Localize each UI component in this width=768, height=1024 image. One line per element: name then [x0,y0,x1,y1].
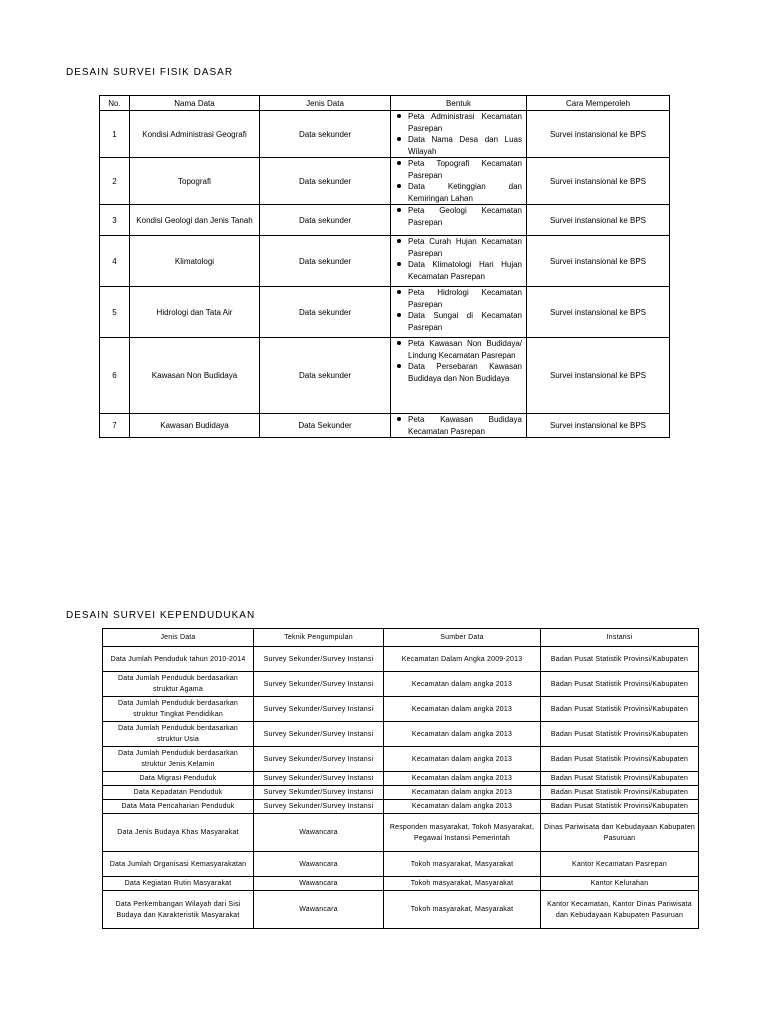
cell-cara-memperoleh: Survei instansional ke BPS [527,158,670,205]
bentuk-list-item: Peta Hidrologi Kecamatan Pasrepan [394,287,522,310]
section-title-fisik-dasar: DESAIN SURVEI FISIK DASAR [66,67,234,78]
column-header: Jenis Data [260,96,391,111]
cell-jenis-data: Data sekunder [260,338,391,414]
cell-jenis-data: Data sekunder [260,236,391,287]
column-header: No. [100,96,130,111]
table-row [103,722,699,747]
bentuk-list-item: Peta Geologi Kecamatan Pasrepan [394,205,522,228]
cell-no: 6 [100,338,130,414]
column-header: Teknik Pengumpulan [254,629,384,647]
cell-jenis-data: Data Jumlah Penduduk berdasarkan struktur Tingkat Pendidikan [103,697,254,722]
table-row [103,647,699,672]
bentuk-list [394,205,522,228]
survei-kependudukan-table [102,628,699,929]
cell-jenis-data: Data Migrasi Penduduk [103,772,254,786]
cell-sumber-data: Tokoh masyarakat, Masyarakat [384,852,541,877]
cell-teknik-pengumpulan: Survey Sekunder/Survey Instansi [254,647,384,672]
table-row [100,158,670,205]
table-row [100,205,670,236]
cell-nama-data: Kondisi Geologi dan Jenis Tanah [130,205,260,236]
column-header: Bentuk [391,96,527,111]
cell-sumber-data: Kecamatan dalam angka 2013 [384,772,541,786]
column-header: Cara Memperoleh [527,96,670,111]
cell-jenis-data: Data Jumlah Penduduk berdasarkan struktur Agama [103,672,254,697]
bentuk-list-item: Data Sungai di Kecamatan Pasrepan [394,310,522,333]
cell-sumber-data: Kecamatan dalam angka 2013 [384,722,541,747]
table-row [103,747,699,772]
cell-no: 5 [100,287,130,338]
cell-jenis-data: Data sekunder [260,111,391,158]
cell-jenis-data: Data Jumlah Penduduk tahun 2010-2014 [103,647,254,672]
table-row [103,800,699,814]
cell-nama-data: Hidrologi dan Tata Air [130,287,260,338]
cell-teknik-pengumpulan: Survey Sekunder/Survey Instansi [254,800,384,814]
cell-teknik-pengumpulan: Survey Sekunder/Survey Instansi [254,697,384,722]
bentuk-list-item: Peta Kawasan Budidaya Kecamatan Pasrepan [394,414,522,437]
bentuk-list [394,158,522,204]
cell-sumber-data: Kecamatan dalam angka 2013 [384,786,541,800]
cell-bentuk [391,236,527,287]
cell-instansi: Badan Pusat Statistik Provinsi/Kabupaten [541,672,699,697]
table-row [103,672,699,697]
cell-bentuk [391,158,527,205]
cell-instansi: Badan Pusat Statistik Provinsi/Kabupaten [541,722,699,747]
cell-bentuk [391,111,527,158]
cell-teknik-pengumpulan: Survey Sekunder/Survey Instansi [254,786,384,800]
cell-nama-data: Kondisi Administrasi Geografi [130,111,260,158]
cell-teknik-pengumpulan: Wawancara [254,852,384,877]
cell-teknik-pengumpulan: Survey Sekunder/Survey Instansi [254,672,384,697]
cell-sumber-data: Tokoh masyarakat, Masyarakat [384,877,541,891]
cell-nama-data: Kawasan Budidaya [130,414,260,438]
cell-teknik-pengumpulan: Survey Sekunder/Survey Instansi [254,722,384,747]
table-header-row [100,96,670,111]
cell-jenis-data: Data Jumlah Penduduk berdasarkan struktur Usia [103,722,254,747]
cell-jenis-data: Data Perkembangan Wilayah dari Sisi Budaya dan Karakteristik Masyarakat [103,891,254,929]
cell-jenis-data: Data Mata Pencaharian Penduduk [103,800,254,814]
cell-jenis-data: Data sekunder [260,158,391,205]
bentuk-list-item: Data Ketinggian dan Kemiringan Lahan [394,181,522,204]
cell-cara-memperoleh: Survei instansional ke BPS [527,287,670,338]
column-header: Jenis Data [103,629,254,647]
cell-instansi: Kantor Kecamatan Pasrepan [541,852,699,877]
cell-sumber-data: Responden masyarakat, Tokoh Masyarakat, Pegawai Instansi Pemerintah [384,814,541,852]
table-row [103,877,699,891]
cell-cara-memperoleh: Survei instansional ke BPS [527,205,670,236]
cell-teknik-pengumpulan: Wawancara [254,891,384,929]
cell-nama-data: Topografi [130,158,260,205]
cell-jenis-data: Data Jumlah Penduduk berdasarkan struktur Jenis Kelamin [103,747,254,772]
cell-jenis-data: Data sekunder [260,287,391,338]
bentuk-list [394,287,522,333]
cell-sumber-data: Kecamatan Dalam Angka 2009-2013 [384,647,541,672]
cell-sumber-data: Kecamatan dalam angka 2013 [384,697,541,722]
bentuk-list-item: Peta Curah Hujan Kecamatan Pasrepan [394,236,522,259]
cell-cara-memperoleh: Survei instansional ke BPS [527,236,670,287]
cell-no: 3 [100,205,130,236]
section-title-kependudukan: DESAIN SURVEI KEPENDUDUKAN [66,610,256,621]
cell-instansi: Kantor Kecamatan, Kantor Dinas Pariwisata dan Kebudayaan Kabupaten Pasuruan [541,891,699,929]
bentuk-list-item: Data Nama Desa dan Luas Wilayah [394,134,522,157]
cell-instansi: Badan Pusat Statistik Provinsi/Kabupaten [541,772,699,786]
survei-fisik-dasar-table [99,95,670,438]
bentuk-list-item: Peta Kawasan Non Budidaya/ Lindung Kecamatan Pasrepan [394,338,522,361]
cell-instansi: Badan Pusat Statistik Provinsi/Kabupaten [541,747,699,772]
cell-jenis-data: Data Kepadatan Penduduk [103,786,254,800]
table-header-row [103,629,699,647]
cell-sumber-data: Kecamatan dalam angka 2013 [384,800,541,814]
cell-jenis-data: Data Jumlah Organisasi Kemasyarakatan [103,852,254,877]
cell-instansi: Kantor Kelurahan [541,877,699,891]
cell-no: 7 [100,414,130,438]
cell-jenis-data: Data sekunder [260,205,391,236]
cell-bentuk [391,287,527,338]
cell-instansi: Dinas Pariwisata dan Kebudayaan Kabupaten Pasuruan [541,814,699,852]
cell-bentuk [391,414,527,438]
cell-no: 2 [100,158,130,205]
cell-sumber-data: Tokoh masyarakat, Masyarakat [384,891,541,929]
table-row [100,287,670,338]
cell-teknik-pengumpulan: Survey Sekunder/Survey Instansi [254,747,384,772]
table-row [103,814,699,852]
cell-jenis-data: Data Jenis Budaya Khas Masyarakat [103,814,254,852]
bentuk-list-item: Data Klimatologi Hari Hujan Kecamatan Pasrepan [394,259,522,282]
cell-teknik-pengumpulan: Survey Sekunder/Survey Instansi [254,772,384,786]
cell-nama-data: Klimatologi [130,236,260,287]
cell-instansi: Badan Pusat Statistik Provinsi/Kabupaten [541,800,699,814]
cell-sumber-data: Kecamatan dalam angka 2013 [384,747,541,772]
bentuk-list [394,236,522,282]
table-row [103,891,699,929]
cell-bentuk [391,338,527,414]
bentuk-list-item: Peta Topografi Kecamatan Pasrepan [394,158,522,181]
cell-jenis-data: Data Sekunder [260,414,391,438]
table-row [103,697,699,722]
cell-bentuk [391,205,527,236]
cell-nama-data: Kawasan Non Budidaya [130,338,260,414]
bentuk-list [394,414,522,437]
table-row [103,772,699,786]
table-row [100,236,670,287]
bentuk-list [394,338,522,384]
bentuk-list-item: Data Persebaran Kawasan Budidaya dan Non Budidaya [394,361,522,384]
bentuk-list [394,111,522,157]
cell-instansi: Badan Pusat Statistik Provinsi/Kabupaten [541,647,699,672]
column-header: Instansi [541,629,699,647]
cell-no: 4 [100,236,130,287]
table-row [100,111,670,158]
cell-teknik-pengumpulan: Wawancara [254,877,384,891]
table-row [100,338,670,414]
cell-cara-memperoleh: Survei instansional ke BPS [527,414,670,438]
cell-no: 1 [100,111,130,158]
cell-instansi: Badan Pusat Statistik Provinsi/Kabupaten [541,786,699,800]
cell-instansi: Badan Pusat Statistik Provinsi/Kabupaten [541,697,699,722]
column-header: Sumber Data [384,629,541,647]
table-row [100,414,670,438]
cell-cara-memperoleh: Survei instansional ke BPS [527,338,670,414]
cell-cara-memperoleh: Survei instansional ke BPS [527,111,670,158]
cell-sumber-data: Kecamatan dalam angka 2013 [384,672,541,697]
cell-jenis-data: Data Kegiatan Rutin Masyarakat [103,877,254,891]
bentuk-list-item: Peta Administrasi Kecamatan Pasrepan [394,111,522,134]
column-header: Nama Data [130,96,260,111]
cell-teknik-pengumpulan: Wawancara [254,814,384,852]
table-row [103,786,699,800]
table-row [103,852,699,877]
